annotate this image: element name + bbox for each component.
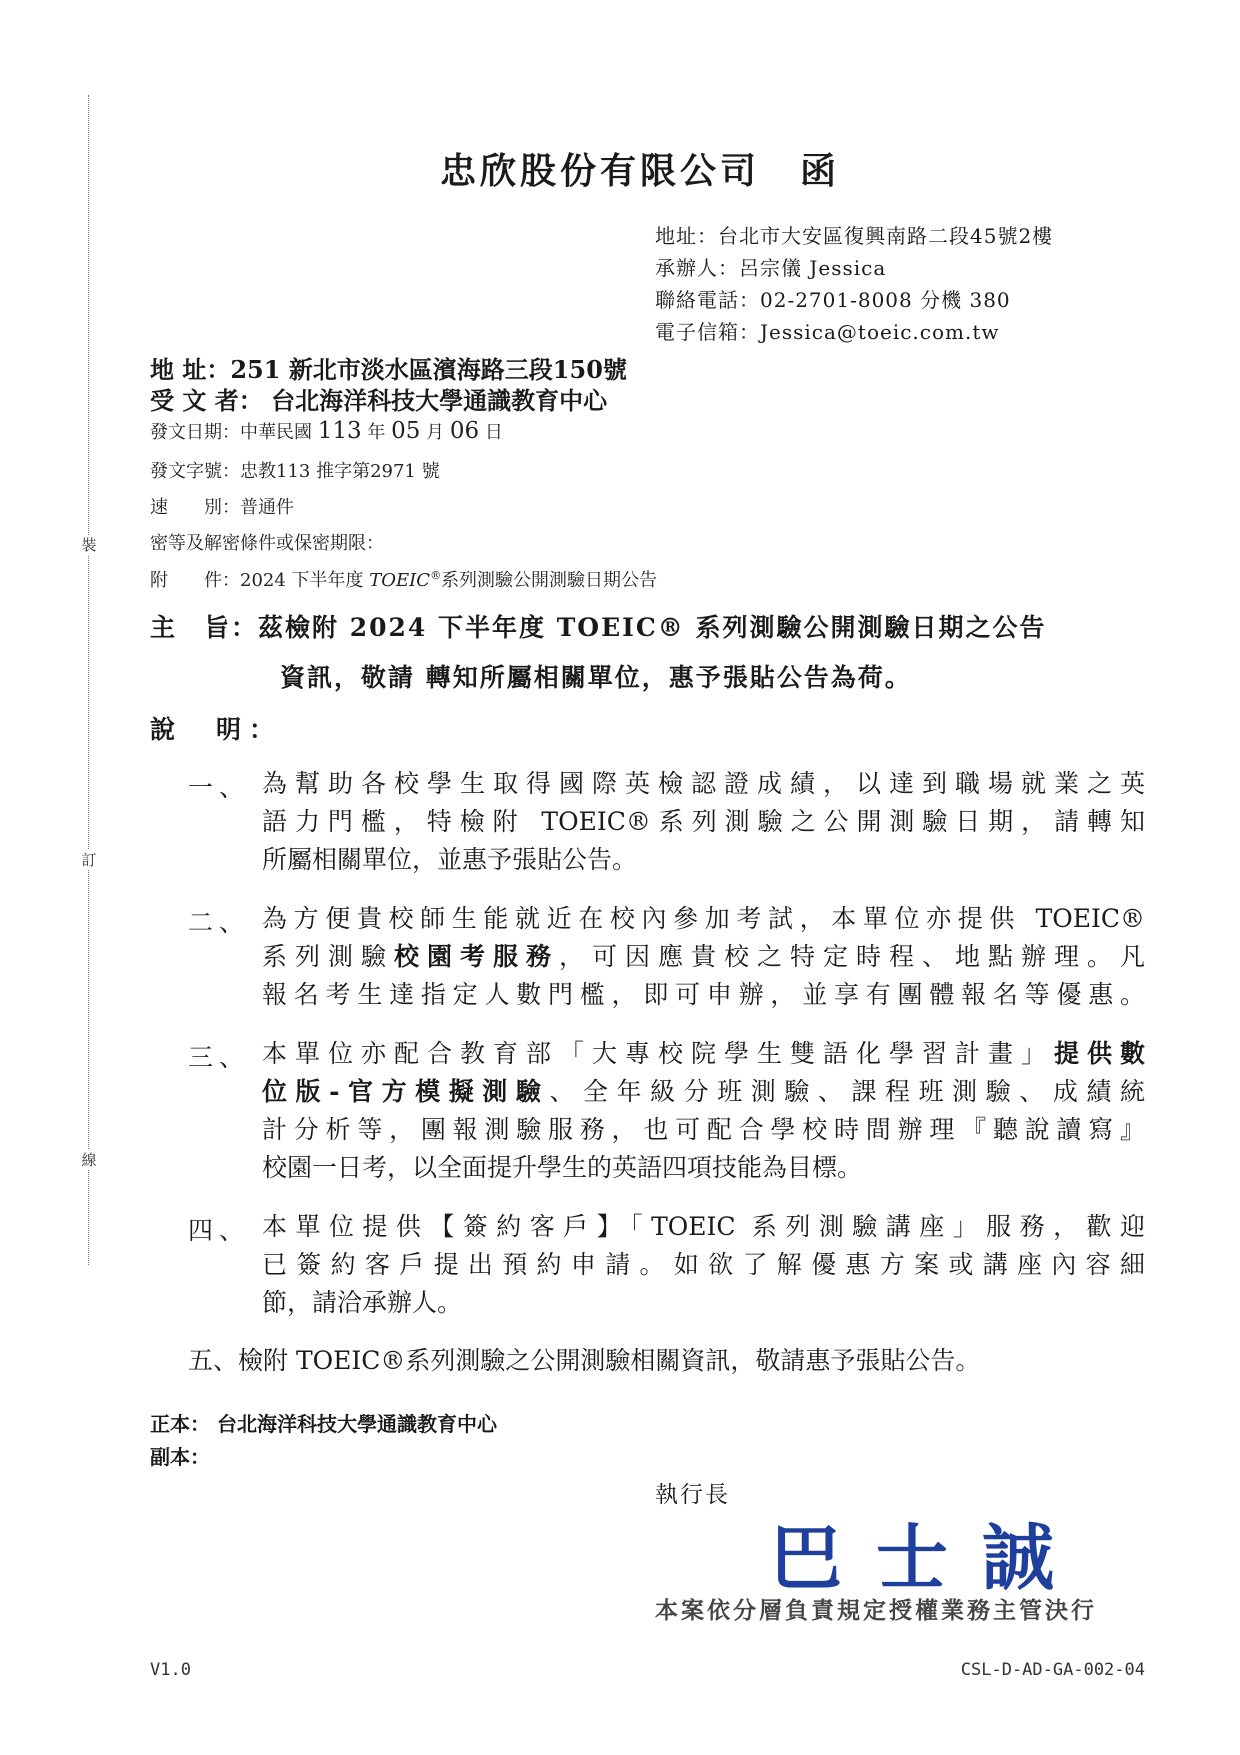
binding-mark-ding: 訂 [81,851,97,869]
item-line: 為幫助各校學生取得國際英檢認證成績，以達到職場就業之英 [262,769,1145,798]
date-prefix: 中華民國 [240,422,318,443]
date-year: 113 [317,418,362,444]
delivery-speed-value: 普通件 [240,497,294,518]
sender-handler: 承辦人：呂宗儀 Jessica [655,256,887,280]
item-3 [262,1035,1145,1187]
date-year-unit: 年 [361,422,392,443]
item-line: 已簽約客戶提出預約申請。如欲了解優惠方案或講座內容細 [262,1250,1145,1279]
signature-stamp: 巴士誠 [770,1515,1089,1600]
item-line: 所屬相關單位，並惠予張貼公告。 [262,845,638,874]
subject-line-2: 資訊，敬請 轉知所屬相關單位，惠予張貼公告為荷。 [280,663,912,692]
subject-line-1 [150,608,1046,644]
item-line: 節，請洽承辦人。 [262,1288,463,1317]
delivery-speed-label: 速 別： [150,497,240,518]
item-text: 、全年級分班測驗、課程班測驗、成績統 [549,1077,1145,1106]
item-4 [262,1208,1145,1322]
item-marker-5: 五、 [188,1346,239,1375]
item-line: 語力門檻，特檢附 TOEIC®系列測驗之公開測驗日期，請轉知 [262,807,1145,836]
copy-recipient: 副本： [150,1445,210,1469]
sender-info [655,220,1053,348]
sender-phone: 聯絡電話：02-2701-8008 分機 380 [655,288,1011,312]
original-label: 正本： [150,1412,210,1436]
attachment [150,566,657,592]
form-code: CSL-D-AD-GA-002-04 [960,1660,1145,1680]
item-line [262,1073,1145,1111]
secrecy-level: 密等及解密條件或保密期限： [150,533,384,554]
item-text-bold: 校園考服務 [394,942,559,971]
form-version: V1.0 [150,1660,191,1680]
binding-mark-xian: 線 [81,1151,97,1169]
binding-mark-zhuang: 裝 [81,536,97,554]
attachment-brand: TOEIC [369,570,431,591]
delivery-speed [150,493,294,519]
date-day: 06 [449,418,480,444]
item-line: 計分析等，團報測驗服務，也可配合學校時間辦理『聽說讀寫』 [262,1115,1145,1144]
item-marker-1: 一、 [188,773,251,802]
item-text-bold: 提供數 [1053,1039,1145,1068]
recipient-name [150,381,607,416]
issue-date-label: 發文日期： [150,422,240,443]
item-line: 為方便貴校師生能就近在校內參加考試，本單位亦提供 TOEIC® [262,904,1145,933]
delegation-note: 本案依分層負責規定授權業務主管決行 [655,1597,1097,1624]
item-line: 報名考生達指定人數門檻，即可申辦，並享有團體報名等優惠。 [262,980,1145,1009]
registered-mark: ® [430,569,442,582]
attachment-text-pre: 2024 下半年度 [240,570,370,591]
date-month-unit: 月 [420,422,450,443]
subject-label: 主 旨： [150,613,259,642]
recipient-address-label: 地 址： [150,355,231,384]
letter-title: 忠欣股份有限公司 函 [440,150,841,192]
item-line: 校園一日考，以全面提升學生的英語四項技能為目標。 [262,1153,863,1182]
item-line [262,938,1145,976]
signer-title: 執行長 [655,1482,730,1508]
item-marker-4: 四、 [188,1216,251,1245]
item-marker-2: 二、 [188,908,251,937]
item-text: ，可因應貴校之特定時程、地點辦理。凡 [559,942,1145,971]
item-text-bold: 位版-官方模擬測驗 [262,1077,550,1106]
document-number-label: 發文字號： [150,461,240,482]
subject-text-1: 茲檢附 2024 下半年度 TOEIC® 系列測驗公開測驗日期之公告 [258,613,1047,642]
recipient-address [150,350,627,385]
original-value: 台北海洋科技大學通識教育中心 [210,1412,497,1436]
item-marker-3: 三、 [188,1043,251,1072]
item-line [262,1035,1145,1073]
recipient-name-value: 台北海洋科技大學通識教育中心 [271,386,608,415]
sender-email: 電子信箱：Jessica@toeic.com.tw [655,320,1000,344]
date-day-unit: 日 [479,422,503,443]
attachment-label: 附 件： [150,570,240,591]
attachment-text-post: 系列測驗公開測驗日期公告 [441,570,658,591]
document-number [150,457,440,483]
item-text: 系列測驗 [262,942,394,971]
binding-dotted-line [88,95,89,1265]
explanation-label: 說 明： [150,715,283,744]
original-recipient [150,1408,497,1437]
item-line: 本單位提供【簽約客戶】「TOEIC 系列測驗講座」服務，歡迎 [262,1212,1145,1241]
sender-address: 地址：台北市大安區復興南路二段45號2樓 [655,224,1054,248]
item-2 [262,900,1145,1014]
issue-date [150,418,503,444]
item-5 [188,1342,1148,1380]
recipient-name-label: 受 文 者： [150,386,272,415]
date-month: 05 [391,418,421,444]
item-line: 檢附 TOEIC®系列測驗之公開測驗相關資訊，敬請惠予張貼公告。 [238,1346,981,1375]
item-text: 本單位亦配合教育部「大專校院學生雙語化學習計畫」 [262,1039,1054,1068]
document-number-value: 忠教113 推字第2971 號 [240,461,440,482]
item-1 [262,765,1145,879]
recipient-address-value: 251 新北市淡水區濱海路三段150號 [230,355,627,384]
